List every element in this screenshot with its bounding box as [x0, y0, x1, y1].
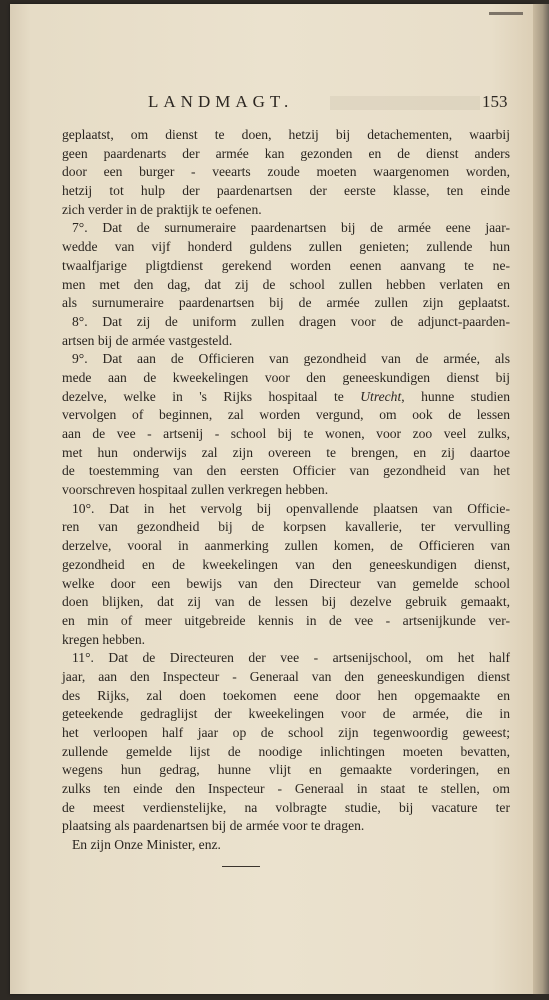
text-line: geteekende gedraglijst der kweekelingen voor de armée, die in — [62, 706, 510, 722]
text-line: vervolgen of beginnen, zal worden vergund, om ook de lessen — [62, 407, 510, 423]
text-line: geplaatst, om dienst te doen, hetzij bij detachementen, waarbij — [62, 127, 510, 142]
text-line: met hun onderwijs zal zijn overeen te brengen, en zij daartoe — [62, 444, 510, 460]
text-line: twaalfjarige pligtdienst gerekend worden eenen aanvang te ne- — [62, 257, 510, 273]
text-line: wegens hun gedrag, hunne vlijt en gemaakte vorderingen, en — [62, 762, 510, 778]
text-line: 9°. Dat aan de Officieren van gezondheid van de armée, als — [72, 351, 510, 367]
italic-place-name: Utrecht — [360, 388, 402, 404]
text-line: door een burger - veearts zoude moeten waargenomen worden, — [62, 164, 510, 180]
text-line: dezelve, welke in 's Rijks hospitaal te Utrecht, hunne studien — [62, 388, 510, 404]
text-line: derzelve, vooral in aanmerking zullen komen, de Officieren van — [62, 538, 510, 554]
text-line: zulks ten einde den Inspecteur - Generaal in staat te stellen, om — [62, 781, 510, 797]
text-line: de meest verdienstelijke, na volbragte studie, bij vacature ter — [62, 799, 510, 815]
text-line: welke door een bewijs van den Directeur van gemelde school — [62, 575, 510, 591]
closing-line: En zijn Onze Minister, enz. — [72, 837, 221, 853]
text-line: 7°. Dat de surnumeraire paardenartsen bij de armée eene jaar- — [72, 220, 510, 236]
page-number: 153 — [482, 92, 508, 111]
text-line: 8°. Dat zij de uniform zullen dragen voor de adjunct-paarden- — [72, 313, 510, 329]
text-line: jaar, aan den Inspecteur - Generaal van den geneeskundigen dienst — [62, 668, 510, 684]
text-line: als surnumeraire paardenartsen bij de armée zullen zijn geplaatst. — [62, 295, 510, 311]
text-line: aan de vee - artsenij - school bij te wonen, voor zoo veel zulks, — [62, 426, 510, 441]
text-line: zich verder in de praktijk te oefenen. — [62, 201, 262, 217]
text-line: kregen hebben. — [62, 631, 146, 647]
text-line: voorschreven hospitaal zullen verkregen hebben. — [62, 482, 329, 498]
text-line: de toestemming van den eersten Officier van gezondheid van het — [62, 463, 510, 479]
text-line: en min of meer uitgebreide kennis in de vee - artsenijkunde ver- — [62, 612, 510, 628]
text-line: artsen bij de armée vastgesteld. — [62, 332, 233, 348]
text-line: hetzij tot hulp der paardenartsen der eerste klasse, ten einde — [62, 183, 510, 199]
text-line: 11°. Dat de Directeuren der vee - artsenijschool, om het half — [72, 650, 510, 666]
text-line: doen blijken, dat zij van de lessen bij dezelve gebruik gemaakt, — [62, 594, 510, 610]
text-line: men met den dag, dat zij de school zullen hebben verlaten en — [62, 276, 510, 292]
text-line: mede aan de kweekelingen voor den geneeskundigen dienst bij — [62, 369, 510, 385]
text-line: gezondheid en de kweekelingen van den geneeskundigen dienst, — [62, 556, 510, 572]
text-line: zullende gemelde lijst de noodige inlichtingen moeten bevatten, — [62, 743, 510, 759]
text-line: des Rijks, zal doen toekomen eene door hen opgemaakte en — [62, 687, 510, 703]
text-line: ren van gezondheid bij de korpsen kavallerie, ter vervulling — [62, 519, 510, 535]
text-line: wedde van vijf honderd guldens zullen genieten; zullende hun — [62, 239, 510, 255]
text-line: geen paardenarts der armée kan gezonden en de dienst anders — [62, 145, 510, 161]
end-rule — [222, 866, 260, 867]
text-line: het verloopen half jaar op de school zijn tegenwoordig geweest; — [62, 725, 510, 740]
page-edge — [533, 4, 549, 994]
running-head: LANDMAGT. — [148, 92, 294, 111]
top-corner-mark — [489, 12, 523, 15]
page-header — [0, 92, 549, 118]
text-line: 10°. Dat in het vervolg bij openvallende plaatsen van Officie- — [72, 500, 510, 516]
text-line: plaatsing als paardenartsen bij de armée voor te dragen. — [62, 818, 365, 834]
body-text — [62, 126, 510, 855]
